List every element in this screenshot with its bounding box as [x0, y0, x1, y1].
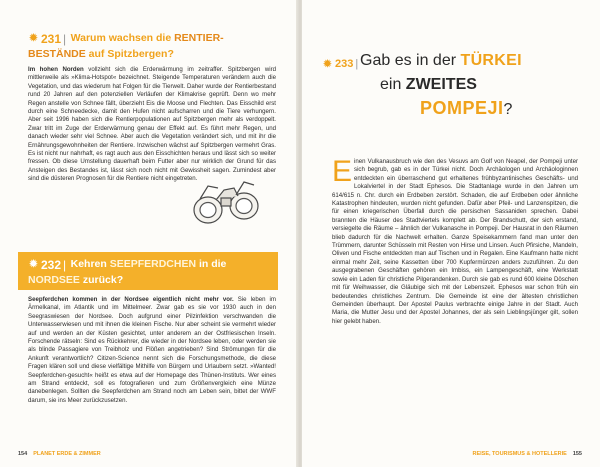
keyword-highlight: POMPEJI [420, 98, 504, 118]
keyword-highlight: RENTIER-BESTÄNDE [28, 32, 224, 60]
keyword-highlight: NORDSEE [28, 273, 80, 286]
right-footer [472, 451, 582, 457]
section-label: PLANET ERDE & ZIMMER [33, 451, 101, 457]
question-number: 232 [41, 257, 62, 272]
left-page [0, 0, 298, 467]
question-title: Warum wachsen die RENTIER-BESTÄNDE auf Spitzbergen? [28, 32, 224, 60]
right-page [302, 0, 600, 467]
answer-233-text: Einen Vulkanausbruch wie den des Vesuvs am Golf von Neapel, der Pompeji unter sich begrub, gab es in der Türkei nicht. Doch Archäologen und Archäologinnen entdeckten ein überraschend gut erhaltenes frühbyzantinisches Geschäfts- und Lokalviertel in der Stadt Ephesos. Die Stadtanlage wurde in den Jahren um 614/615 n. Chr. durch ein Erdbeben zerstört. Schaden, die auf Erdbeben oder ähnliche Katastrophen hindeuten, wurden nicht gefunden. Dafür aber Pfeil- und Lanzenspitzen, die für einen kriegerischen Überfall durch die persischen Sassaniden sprechen. Dabei brannten die Häuser des Stadtviertels komplett ab. Der Brandschutt, der sich erstand, versiegelte die Räume – ähnlich der Vulkanasche in Pompeji. Der Hausrat in den Räumen blieb dadurch für die Nachwelt erhalten. Ganze Speisekammern fand man unter den Trümmern, darunter Schüsseln mit Resten von Hirse und Linsen. Auch Pfirsiche, Mandeln, Oliven und Fische entdeckten man auf Tischen und in Regalen. Eine Kaufmann hatte nicht einmal mehr Zeit, seine Kassetten über 700 Kupfermünzen anders zuzuführen. Zu den ausgegrabenen Geschäften gehören ein Imbiss, ein Lampengeschäft, eine Werkstatt sowie ein Laden für christliche Pilgerandenken. Durch sie gab es rund 600 kleine Döschen mit für Weihwasser, die Gläubige sich mit der Lebenszeit. Ephesos war schon früh ein bedeutendes christliches Zentrum. Die Gemeinde ist eine der ältesten christlichen Gemeinden überhaupt. Der Apostel Paulus verbrachte einige Jahre in der Stadt. Auch Maria, die Mutter Jesu und der Apostel Johannes, der als sein Lieblingsjünger gilt, sollen hier gelebt haben. [332, 155, 578, 325]
question-number: 233 [335, 58, 354, 70]
question-232-heading [28, 256, 268, 287]
binoculars-icon [188, 176, 268, 228]
keyword-highlight: ZWEITES [405, 76, 477, 93]
page-number: 154 [18, 451, 28, 457]
starburst-icon: ✹ [29, 259, 38, 270]
drop-cap: E [332, 155, 353, 188]
answer-231-text: Im hohen Norden vollzieht sich die Erderwärmung im zeitraffer. Spitzbergen wird mittlerweile als »Klima-Hotspot« bezeichnet. Steigende Temperaturen verändern auch die Vegetation, und das wiederum hat Folgen für die Tierwelt. Daher wurde der Rentierbestand rund 20 Jahren auf den potenziellen Verläufen der Klimakrise geprüft. Denn wo mehr Regen anstelle von Schnee fällt, überzieht Eis die Moose und Flechten. Das Eisschild erst durch eine Schneedecke, damit den Hufen nicht aufscharren und die Tiere verhungern. Aber seit 1996 haben sich die Rentierpopulationen auf Spitzbergen mehr als verdoppelt. Zwar tritt im Zuge der Erderwärmung genau der Effekt auf. Es führt mehr Regen, und danach wieder sehr viel Schnee. Aber auch die Vegetation verändert sich, und mit ihr die Ernährungsgewohnheiten der Rentiere. Inzwischen wächst auf Spitzbergen vermehrt Gras. Es ist nicht nur nahrhaft, es ragt auch aus den Eisschichten heraus und lässt sich so weiter fressen. Ob diese Umstellung dauerhaft beim Futter aber nur wirklich der Grund für das Ansteigen des Bestandes ist, lässt sich noch nicht mit Gewissheit sagen. Zumindest aber sind die düsteren Prognosen für die Rentiere nicht eingetreten. [28, 66, 276, 183]
page-number: 155 [572, 451, 582, 457]
starburst-icon: ✹ [323, 58, 332, 70]
section-label: REISE, TOURISMUS & HOTELLERIE [472, 451, 567, 457]
question-231-heading [28, 30, 273, 61]
question-number-badge: ✹ 232 | [29, 257, 67, 272]
question-title: Kehren SEEPFERDCHEN in die NORDSEE zurück? [28, 258, 227, 286]
keyword-highlight: TÜRKEI [460, 52, 522, 69]
question-233-title-line2: ein ZWEITES [380, 76, 477, 93]
answer-232-text: Seepferdchen kommen in der Nordsee eigentlich nicht mehr vor. Sie leben im Ärmelkanal, im Atlantik und im Mittelmeer. Zwar gab es sie vor 1930 auch in den Seegraswiesen der Nordsee. Doch aufgrund einer Pilzinfektion verschwanden die Unterwasserwiesen und mit ihnen die kleinen Fische. Nur aber scheint sie vermehrt wieder auf und werden an der Küsten gesichtet, unter anderem an der Ostfriesischen Inseln. Forschende rätseln: Sind es Rückkehrer, die wieder in der Nordsee leben, oder werden sie als blinde Passagiere von Treibholz und Flößen angetrieben? Sind Strömungen für die Ankunft verantwortlich? Citizen-Science nennt sich die Forschungsmethode, die diese Fragen klären soll und diese vielfältige Mithilfe von Bürgern und Urlaubern setzt. »Wanted! Seepferdchen-gesucht« heißt es etwa auf der Homepage des Thünen-Instituts. Wer eines am Strand entdeckt, soll es fotografieren und zum Größenvergleich eine Münze danebenlegen. Sollten die Seepferdchen am Strand noch am Leben sein, bittet der WWF darum, sie ins Meer zurückzusetzen. [28, 296, 276, 404]
question-233-title-line3: POMPEJI? [420, 98, 513, 118]
keyword-highlight: SEEPFERDCHEN [109, 258, 197, 270]
question-number: 231 [41, 31, 62, 46]
question-233-title-line1: Gab es in der TÜRKEI [360, 52, 522, 69]
starburst-icon: ✹ [29, 33, 38, 44]
question-number-badge: ✹ 233 | [323, 58, 359, 70]
question-number-badge: ✹ 231 | [29, 31, 67, 46]
left-footer [18, 451, 101, 457]
